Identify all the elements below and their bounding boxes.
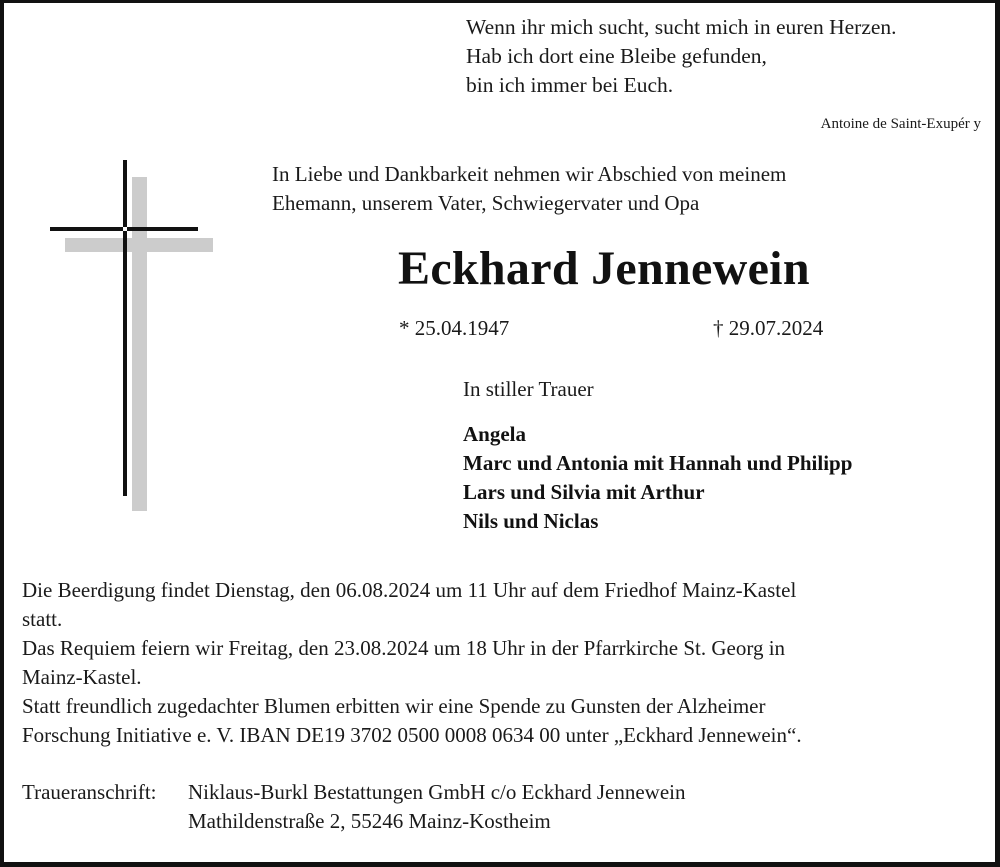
death-date: † 29.07.2024 (713, 316, 824, 340)
quote-author: Antoine de Saint-Exupér y (820, 116, 981, 132)
address-label: Traueranschrift: (22, 780, 157, 804)
quote-line: Hab ich dort eine Bleibe gefunden, (466, 44, 767, 68)
details-line: Statt freundlich zugedachter Blumen erbitten wir eine Spende zu Gunsten der Alzheimer (22, 694, 766, 718)
birth-date: * 25.04.1947 (399, 316, 510, 340)
funeral-details (22, 576, 802, 750)
intro-line: In Liebe und Dankbarkeit nehmen wir Abschied von meinem (272, 162, 787, 186)
deceased-name: Eckhard Jennewein (398, 242, 810, 295)
mourner-name: Marc und Antonia mit Hannah und Philipp (463, 451, 853, 475)
mourner-name: Angela (463, 422, 526, 446)
cross-shadow-horizontal (65, 238, 213, 252)
mourners-list (463, 420, 852, 536)
mourner-name: Nils und Niclas (463, 509, 599, 533)
details-line: Die Beerdigung findet Dienstag, den 06.08.2024 um 11 Uhr auf dem Friedhof Mainz-Kastel (22, 578, 797, 602)
mourner-name: Lars und Silvia mit Arthur (463, 480, 705, 504)
cross-center-gap (123, 227, 127, 231)
details-line: Das Requiem feiern wir Freitag, den 23.08.2024 um 18 Uhr in der Pfarrkirche St. Georg in (22, 636, 786, 660)
quote-line: bin ich immer bei Euch. (466, 73, 674, 97)
cross-icon (0, 0, 260, 540)
details-line: statt. (22, 607, 63, 631)
details-line: Forschung Initiative e. V. IBAN DE19 3702 0500 0008 0634 00 unter „Eckhard Jennewein“. (22, 723, 802, 747)
mourning-address (188, 778, 685, 836)
intro-text (272, 160, 786, 218)
intro-line: Ehemann, unserem Vater, Schwiegervater und Opa (272, 191, 700, 215)
details-line: Mainz-Kastel. (22, 665, 142, 689)
quote (466, 13, 897, 100)
quote-line: Wenn ihr mich sucht, sucht mich in euren Herzen. (466, 15, 897, 39)
address-line: Mathildenstraße 2, 55246 Mainz-Kostheim (188, 809, 551, 833)
address-line: Niklaus-Burkl Bestattungen GmbH c/o Eckhard Jennewein (188, 780, 686, 804)
cross-black-vertical (123, 160, 127, 496)
mourning-heading: In stiller Trauer (463, 377, 594, 401)
